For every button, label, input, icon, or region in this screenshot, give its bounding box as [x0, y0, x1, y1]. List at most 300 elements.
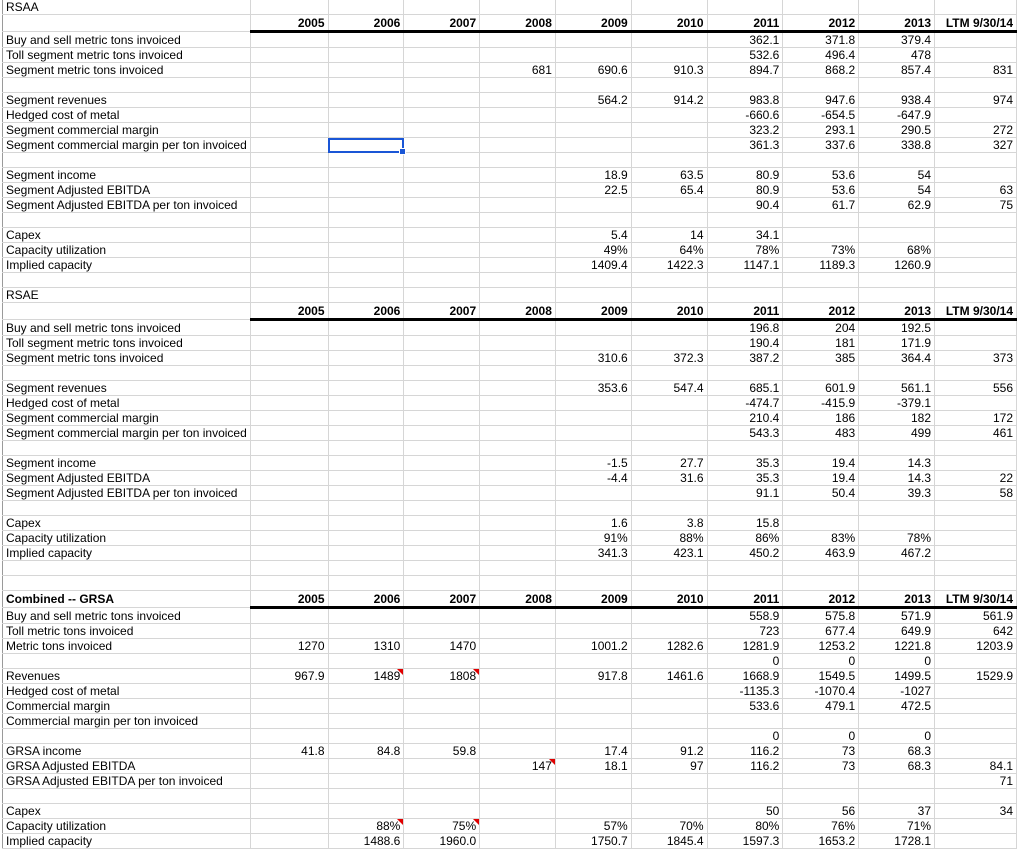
value-cell[interactable]: [480, 336, 556, 351]
value-cell[interactable]: [404, 366, 480, 381]
value-cell[interactable]: [480, 684, 556, 699]
value-cell[interactable]: [480, 351, 556, 366]
value-cell[interactable]: 547.4: [631, 381, 707, 396]
row-label-cell[interactable]: [3, 729, 251, 744]
value-cell[interactable]: [707, 213, 783, 228]
value-cell[interactable]: [480, 531, 556, 546]
row-label-cell[interactable]: Toll metric tons invoiced: [3, 624, 251, 639]
value-cell[interactable]: [480, 834, 556, 849]
value-cell[interactable]: [328, 804, 404, 819]
value-cell[interactable]: [404, 123, 480, 138]
value-cell[interactable]: 0: [707, 654, 783, 669]
value-cell[interactable]: 1253.2: [783, 639, 859, 654]
value-cell[interactable]: [480, 546, 556, 561]
column-header-cell[interactable]: 2012: [783, 15, 859, 32]
value-cell[interactable]: [250, 396, 328, 411]
value-cell[interactable]: 1310: [328, 639, 404, 654]
value-cell[interactable]: [328, 48, 404, 63]
value-cell[interactable]: [480, 411, 556, 426]
column-header-cell[interactable]: 2009: [555, 303, 631, 320]
row-label-cell[interactable]: GRSA income: [3, 744, 251, 759]
value-cell[interactable]: [631, 699, 707, 714]
value-cell[interactable]: [328, 441, 404, 456]
value-cell[interactable]: 1750.7: [555, 834, 631, 849]
row-label-cell[interactable]: Segment Adjusted EBITDA per ton invoiced: [3, 198, 251, 213]
value-cell[interactable]: [707, 153, 783, 168]
value-cell[interactable]: [404, 78, 480, 93]
value-cell[interactable]: [555, 320, 631, 336]
value-cell[interactable]: [783, 714, 859, 729]
value-cell[interactable]: [250, 366, 328, 381]
value-cell[interactable]: [480, 32, 556, 48]
value-cell[interactable]: 71: [935, 774, 1017, 789]
value-cell[interactable]: [935, 789, 1017, 804]
value-cell[interactable]: 63.5: [631, 168, 707, 183]
value-cell[interactable]: [935, 531, 1017, 546]
value-cell[interactable]: [328, 654, 404, 669]
value-cell[interactable]: [631, 153, 707, 168]
value-cell[interactable]: 1597.3: [707, 834, 783, 849]
value-cell[interactable]: [783, 576, 859, 591]
value-cell[interactable]: [783, 288, 859, 303]
row-label-cell[interactable]: Hedged cost of metal: [3, 684, 251, 699]
value-cell-with-comment[interactable]: 88%: [328, 819, 404, 834]
value-cell[interactable]: [404, 183, 480, 198]
value-cell[interactable]: [328, 198, 404, 213]
value-cell[interactable]: [328, 153, 404, 168]
row-label-cell[interactable]: Hedged cost of metal: [3, 108, 251, 123]
value-cell[interactable]: [631, 729, 707, 744]
value-cell[interactable]: 561.9: [935, 608, 1017, 624]
value-cell[interactable]: [480, 561, 556, 576]
value-cell[interactable]: 80.9: [707, 183, 783, 198]
value-cell[interactable]: [935, 243, 1017, 258]
value-cell[interactable]: [480, 123, 556, 138]
value-cell[interactable]: [480, 714, 556, 729]
value-cell[interactable]: 642: [935, 624, 1017, 639]
value-cell[interactable]: [555, 789, 631, 804]
value-cell[interactable]: 1281.9: [707, 639, 783, 654]
value-cell[interactable]: [404, 561, 480, 576]
value-cell[interactable]: [707, 273, 783, 288]
column-header-cell[interactable]: 2013: [859, 15, 935, 32]
value-cell[interactable]: [707, 0, 783, 15]
value-cell[interactable]: [555, 441, 631, 456]
value-cell[interactable]: 84.8: [328, 744, 404, 759]
value-cell[interactable]: 90.4: [707, 198, 783, 213]
row-label-cell[interactable]: Segment commercial margin: [3, 123, 251, 138]
value-cell[interactable]: [935, 501, 1017, 516]
value-cell[interactable]: [480, 93, 556, 108]
value-cell[interactable]: [707, 366, 783, 381]
value-cell[interactable]: [404, 93, 480, 108]
value-cell[interactable]: [328, 624, 404, 639]
row-label-cell[interactable]: Segment revenues: [3, 381, 251, 396]
value-cell[interactable]: [935, 654, 1017, 669]
column-header-cell[interactable]: 2009: [555, 15, 631, 32]
value-cell[interactable]: [250, 819, 328, 834]
value-cell[interactable]: [404, 531, 480, 546]
value-cell[interactable]: [935, 516, 1017, 531]
value-cell[interactable]: 65.4: [631, 183, 707, 198]
value-cell[interactable]: [859, 78, 935, 93]
value-cell[interactable]: [404, 243, 480, 258]
value-cell[interactable]: [935, 320, 1017, 336]
value-cell[interactable]: 54: [859, 183, 935, 198]
value-cell[interactable]: 1422.3: [631, 258, 707, 273]
value-cell[interactable]: [328, 561, 404, 576]
value-cell[interactable]: [707, 576, 783, 591]
value-cell[interactable]: [783, 441, 859, 456]
value-cell[interactable]: 73: [783, 744, 859, 759]
value-cell[interactable]: 1001.2: [555, 639, 631, 654]
value-cell[interactable]: [480, 273, 556, 288]
value-cell[interactable]: 372.3: [631, 351, 707, 366]
value-cell[interactable]: [935, 273, 1017, 288]
value-cell[interactable]: [631, 426, 707, 441]
column-header-cell[interactable]: 2010: [631, 303, 707, 320]
value-cell[interactable]: 68%: [859, 243, 935, 258]
value-cell[interactable]: [555, 576, 631, 591]
value-cell[interactable]: 56: [783, 804, 859, 819]
value-cell[interactable]: [328, 243, 404, 258]
value-cell[interactable]: 49%: [555, 243, 631, 258]
value-cell[interactable]: [555, 561, 631, 576]
value-cell[interactable]: 478: [859, 48, 935, 63]
value-cell[interactable]: 182: [859, 411, 935, 426]
value-cell[interactable]: [404, 774, 480, 789]
value-cell[interactable]: 532.6: [707, 48, 783, 63]
value-cell[interactable]: 571.9: [859, 608, 935, 624]
value-cell[interactable]: 1.6: [555, 516, 631, 531]
value-cell-with-comment[interactable]: 147: [480, 759, 556, 774]
value-cell[interactable]: 385: [783, 351, 859, 366]
value-cell[interactable]: 894.7: [707, 63, 783, 78]
value-cell[interactable]: [631, 273, 707, 288]
value-cell[interactable]: [707, 78, 783, 93]
value-cell[interactable]: [404, 516, 480, 531]
value-cell[interactable]: 53.6: [783, 183, 859, 198]
row-label-cell[interactable]: Toll segment metric tons invoiced: [3, 48, 251, 63]
column-header-cell[interactable]: 2005: [250, 15, 328, 32]
row-label-cell[interactable]: GRSA Adjusted EBITDA: [3, 759, 251, 774]
value-cell[interactable]: [480, 729, 556, 744]
value-cell[interactable]: 533.6: [707, 699, 783, 714]
value-cell[interactable]: 14.3: [859, 471, 935, 486]
row-label-cell[interactable]: Implied capacity: [3, 258, 251, 273]
row-label-cell[interactable]: Capex: [3, 516, 251, 531]
value-cell[interactable]: [480, 441, 556, 456]
value-cell[interactable]: [480, 168, 556, 183]
value-cell[interactable]: 723: [707, 624, 783, 639]
value-cell[interactable]: 192.5: [859, 320, 935, 336]
value-cell[interactable]: [555, 486, 631, 501]
value-cell[interactable]: [404, 441, 480, 456]
value-cell[interactable]: [707, 774, 783, 789]
row-label-cell[interactable]: Segment Adjusted EBITDA: [3, 183, 251, 198]
value-cell[interactable]: [859, 153, 935, 168]
value-cell[interactable]: [480, 456, 556, 471]
value-cell[interactable]: [328, 546, 404, 561]
value-cell[interactable]: [328, 108, 404, 123]
column-header-cell[interactable]: 2006: [328, 591, 404, 608]
value-cell[interactable]: 1203.9: [935, 639, 1017, 654]
value-cell[interactable]: [328, 789, 404, 804]
value-cell[interactable]: [935, 32, 1017, 48]
value-cell[interactable]: [859, 774, 935, 789]
value-cell[interactable]: [480, 576, 556, 591]
value-cell[interactable]: [859, 561, 935, 576]
value-cell[interactable]: [328, 93, 404, 108]
value-cell[interactable]: [404, 351, 480, 366]
row-label-cell[interactable]: Commercial margin per ton invoiced: [3, 714, 251, 729]
row-label-cell[interactable]: [3, 273, 251, 288]
value-cell[interactable]: [935, 546, 1017, 561]
column-header-cell[interactable]: 2009: [555, 591, 631, 608]
value-cell[interactable]: [328, 531, 404, 546]
value-cell[interactable]: [250, 699, 328, 714]
value-cell[interactable]: [783, 501, 859, 516]
value-cell[interactable]: [935, 336, 1017, 351]
row-label-cell[interactable]: Segment metric tons invoiced: [3, 63, 251, 78]
section-title-cell[interactable]: Combined -- GRSA: [3, 591, 251, 608]
row-label-cell[interactable]: GRSA Adjusted EBITDA per ton invoiced: [3, 774, 251, 789]
row-label-cell[interactable]: Segment Adjusted EBITDA: [3, 471, 251, 486]
value-cell[interactable]: [480, 501, 556, 516]
value-cell[interactable]: 35.3: [707, 456, 783, 471]
value-cell[interactable]: [480, 804, 556, 819]
value-cell[interactable]: 681: [480, 63, 556, 78]
value-cell[interactable]: [555, 804, 631, 819]
value-cell[interactable]: [250, 258, 328, 273]
value-cell[interactable]: [783, 516, 859, 531]
value-cell[interactable]: 63: [935, 183, 1017, 198]
column-header-cell[interactable]: 2013: [859, 303, 935, 320]
value-cell[interactable]: [480, 624, 556, 639]
value-cell[interactable]: [250, 531, 328, 546]
value-cell[interactable]: [404, 168, 480, 183]
value-cell[interactable]: [328, 774, 404, 789]
value-cell[interactable]: 68.3: [859, 744, 935, 759]
value-cell[interactable]: [250, 228, 328, 243]
value-cell[interactable]: [631, 366, 707, 381]
value-cell[interactable]: 0: [859, 654, 935, 669]
row-label-cell[interactable]: [3, 561, 251, 576]
value-cell[interactable]: [707, 561, 783, 576]
value-cell[interactable]: [783, 153, 859, 168]
value-cell[interactable]: -4.4: [555, 471, 631, 486]
value-cell[interactable]: 1470: [404, 639, 480, 654]
value-cell[interactable]: [250, 441, 328, 456]
column-header-cell[interactable]: 2010: [631, 591, 707, 608]
value-cell[interactable]: [250, 486, 328, 501]
value-cell[interactable]: 190.4: [707, 336, 783, 351]
value-cell[interactable]: 450.2: [707, 546, 783, 561]
value-cell[interactable]: [783, 228, 859, 243]
value-cell[interactable]: [250, 684, 328, 699]
row-label-cell[interactable]: [3, 441, 251, 456]
column-header-cell[interactable]: 2005: [250, 591, 328, 608]
value-cell[interactable]: [404, 153, 480, 168]
value-cell[interactable]: [404, 546, 480, 561]
value-cell[interactable]: [555, 213, 631, 228]
value-cell[interactable]: [783, 366, 859, 381]
value-cell[interactable]: [859, 288, 935, 303]
row-label-cell[interactable]: Toll segment metric tons invoiced: [3, 336, 251, 351]
value-cell[interactable]: 14.3: [859, 456, 935, 471]
value-cell[interactable]: 64%: [631, 243, 707, 258]
value-cell[interactable]: [404, 501, 480, 516]
value-cell[interactable]: [328, 684, 404, 699]
value-cell[interactable]: [935, 168, 1017, 183]
value-cell[interactable]: 61.7: [783, 198, 859, 213]
value-cell[interactable]: [328, 63, 404, 78]
value-cell[interactable]: [404, 576, 480, 591]
value-cell[interactable]: 564.2: [555, 93, 631, 108]
value-cell[interactable]: [404, 729, 480, 744]
value-cell[interactable]: -1027: [859, 684, 935, 699]
value-cell[interactable]: 361.3: [707, 138, 783, 153]
value-cell[interactable]: [250, 93, 328, 108]
value-cell[interactable]: [328, 228, 404, 243]
value-cell[interactable]: [250, 516, 328, 531]
value-cell[interactable]: 601.9: [783, 381, 859, 396]
column-header-cell[interactable]: 2007: [404, 303, 480, 320]
value-cell[interactable]: 59.8: [404, 744, 480, 759]
row-label-cell[interactable]: Capex: [3, 228, 251, 243]
row-label-cell[interactable]: Implied capacity: [3, 546, 251, 561]
row-label-cell[interactable]: Segment commercial margin per ton invoiced: [3, 138, 251, 153]
value-cell[interactable]: [250, 729, 328, 744]
value-cell[interactable]: [404, 699, 480, 714]
row-label-cell[interactable]: Segment income: [3, 168, 251, 183]
value-cell[interactable]: [480, 744, 556, 759]
value-cell[interactable]: [404, 486, 480, 501]
value-cell[interactable]: [631, 684, 707, 699]
value-cell[interactable]: 27.7: [631, 456, 707, 471]
value-cell[interactable]: [935, 576, 1017, 591]
value-cell[interactable]: 561.1: [859, 381, 935, 396]
value-cell[interactable]: [555, 684, 631, 699]
value-cell[interactable]: [404, 228, 480, 243]
value-cell[interactable]: 22.5: [555, 183, 631, 198]
value-cell[interactable]: 0: [783, 729, 859, 744]
value-cell[interactable]: [631, 138, 707, 153]
value-cell[interactable]: [859, 714, 935, 729]
row-label-cell[interactable]: Capacity utilization: [3, 819, 251, 834]
value-cell[interactable]: [250, 153, 328, 168]
value-cell[interactable]: [480, 774, 556, 789]
value-cell[interactable]: [631, 108, 707, 123]
value-cell[interactable]: 983.8: [707, 93, 783, 108]
value-cell[interactable]: [250, 336, 328, 351]
value-cell[interactable]: [404, 198, 480, 213]
value-cell[interactable]: 831: [935, 63, 1017, 78]
value-cell[interactable]: [250, 273, 328, 288]
value-cell[interactable]: [707, 288, 783, 303]
column-header-cell[interactable]: LTM 9/30/14: [935, 303, 1017, 320]
value-cell[interactable]: [480, 243, 556, 258]
value-cell[interactable]: [480, 516, 556, 531]
value-cell[interactable]: [631, 320, 707, 336]
value-cell[interactable]: [555, 366, 631, 381]
value-cell[interactable]: [404, 714, 480, 729]
value-cell[interactable]: [250, 774, 328, 789]
value-cell[interactable]: [480, 48, 556, 63]
value-cell[interactable]: [631, 624, 707, 639]
value-cell[interactable]: 78%: [707, 243, 783, 258]
row-label-cell[interactable]: Segment revenues: [3, 93, 251, 108]
value-cell[interactable]: 362.1: [707, 32, 783, 48]
value-cell[interactable]: 938.4: [859, 93, 935, 108]
value-cell[interactable]: [935, 561, 1017, 576]
value-cell[interactable]: [328, 714, 404, 729]
value-cell[interactable]: 649.9: [859, 624, 935, 639]
value-cell[interactable]: -415.9: [783, 396, 859, 411]
value-cell[interactable]: [935, 396, 1017, 411]
column-header-cell[interactable]: 2005: [250, 303, 328, 320]
value-cell[interactable]: 5.4: [555, 228, 631, 243]
value-cell[interactable]: [935, 48, 1017, 63]
value-cell[interactable]: [250, 351, 328, 366]
value-cell[interactable]: 15.8: [707, 516, 783, 531]
value-cell[interactable]: [328, 0, 404, 15]
value-cell[interactable]: [404, 258, 480, 273]
value-cell[interactable]: 293.1: [783, 123, 859, 138]
row-label-cell[interactable]: [3, 576, 251, 591]
value-cell[interactable]: [935, 228, 1017, 243]
value-cell[interactable]: [250, 546, 328, 561]
value-cell[interactable]: [859, 273, 935, 288]
value-cell[interactable]: [480, 320, 556, 336]
value-cell[interactable]: [250, 32, 328, 48]
row-label-cell[interactable]: Segment metric tons invoiced: [3, 351, 251, 366]
value-cell[interactable]: [328, 729, 404, 744]
value-cell[interactable]: 685.1: [707, 381, 783, 396]
value-cell[interactable]: [555, 411, 631, 426]
value-cell[interactable]: 323.2: [707, 123, 783, 138]
value-cell[interactable]: [404, 396, 480, 411]
value-cell[interactable]: 1960.0: [404, 834, 480, 849]
value-cell[interactable]: [250, 63, 328, 78]
value-cell[interactable]: [480, 426, 556, 441]
value-cell[interactable]: 479.1: [783, 699, 859, 714]
value-cell[interactable]: [480, 288, 556, 303]
section-title-cell[interactable]: [3, 303, 251, 320]
value-cell[interactable]: [250, 78, 328, 93]
value-cell[interactable]: 41.8: [250, 744, 328, 759]
value-cell[interactable]: [935, 834, 1017, 849]
value-cell[interactable]: 917.8: [555, 669, 631, 684]
value-cell[interactable]: 91.1: [707, 486, 783, 501]
value-cell[interactable]: [555, 48, 631, 63]
row-label-cell[interactable]: Buy and sell metric tons invoiced: [3, 32, 251, 48]
row-label-cell[interactable]: Capacity utilization: [3, 531, 251, 546]
value-cell[interactable]: [555, 774, 631, 789]
value-cell[interactable]: [707, 441, 783, 456]
value-cell[interactable]: [555, 288, 631, 303]
value-cell[interactable]: 76%: [783, 819, 859, 834]
value-cell[interactable]: [328, 411, 404, 426]
value-cell[interactable]: 1549.5: [783, 669, 859, 684]
row-label-cell[interactable]: Capacity utilization: [3, 243, 251, 258]
value-cell[interactable]: [935, 258, 1017, 273]
value-cell[interactable]: [935, 108, 1017, 123]
value-cell[interactable]: [404, 288, 480, 303]
value-cell[interactable]: 499: [859, 426, 935, 441]
value-cell[interactable]: [480, 699, 556, 714]
value-cell[interactable]: [631, 0, 707, 15]
